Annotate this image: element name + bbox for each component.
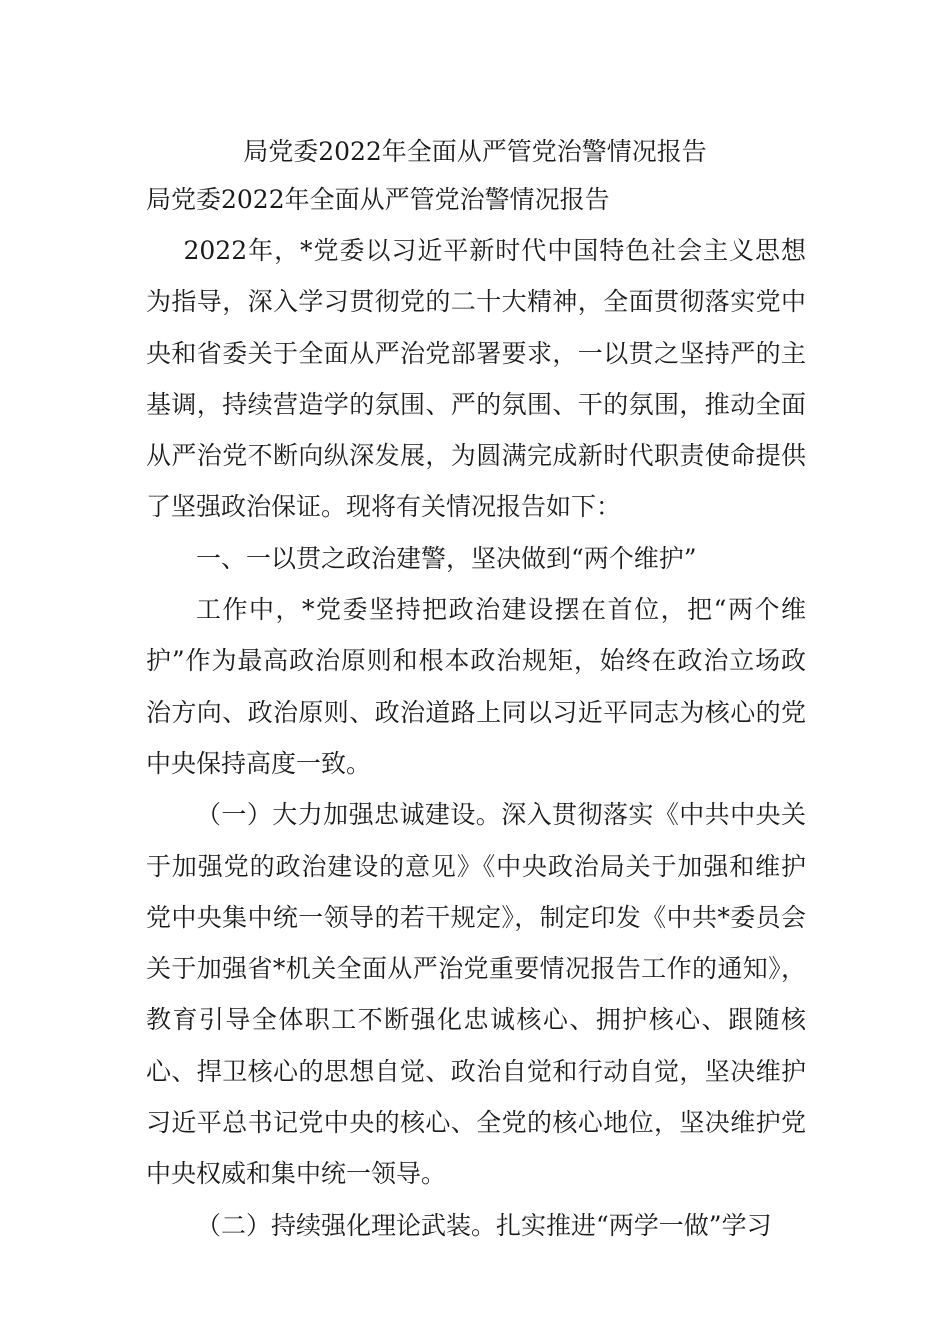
paragraph-subsection-2: （二）持续强化理论武装。扎实推进“两学一做”学习: [196, 1210, 772, 1240]
paragraph-section-1: 工作中，*党委坚持把政治建设摆在首位，把“两个维护”作为最高政治原则和根本政治规矩，始终在政治立场政治方向、政治原则、政治道路上同以习近平同志为核心的党中央保持高度一致。: [146, 595, 806, 778]
paragraph-subsection-1: （一）大力加强忠诚建设。深入贯彻落实《中共中央关于加强党的政治建设的意见》《中央政治局关于加强和维护党中央集中统一领导的若干规定》，制定印发《中共*委员会关于加强省*机关全面从严治党重要情况报告工作的通知》，教育引导全体职工不断强化忠诚核心、拥护核心、跟随核心、捍卫核心的思想自觉、政治自觉和行动自觉，坚决维护习近平总书记党中央的核心、全党的核心地位，坚决维护党中央权威和集中统一领导。: [146, 800, 806, 1189]
section-heading-1: 一、一以贯之政治建警，坚决做到“两个维护”: [196, 543, 697, 573]
paragraph-intro: 2022年，*党委以习近平新时代中国特色社会主义思想为指导，深入学习贯彻党的二十大精神，全面贯彻落实党中央和省委关于全面从严治党部署要求，一以贯之坚持严的主基调，持续营造学的氛围、严的氛围、干的氛围，推动全面从严治党不断向纵深发展，为圆满完成新时代职责使命提供了坚强政治保证。现将有关情况报告如下：: [146, 236, 806, 522]
document-title: 局党委2022年全面从严管党治警情况报告: [243, 137, 707, 166]
document-subtitle: 局党委2022年全面从严管党治警情况报告: [146, 185, 610, 214]
document-body: [146, 225, 806, 1251]
